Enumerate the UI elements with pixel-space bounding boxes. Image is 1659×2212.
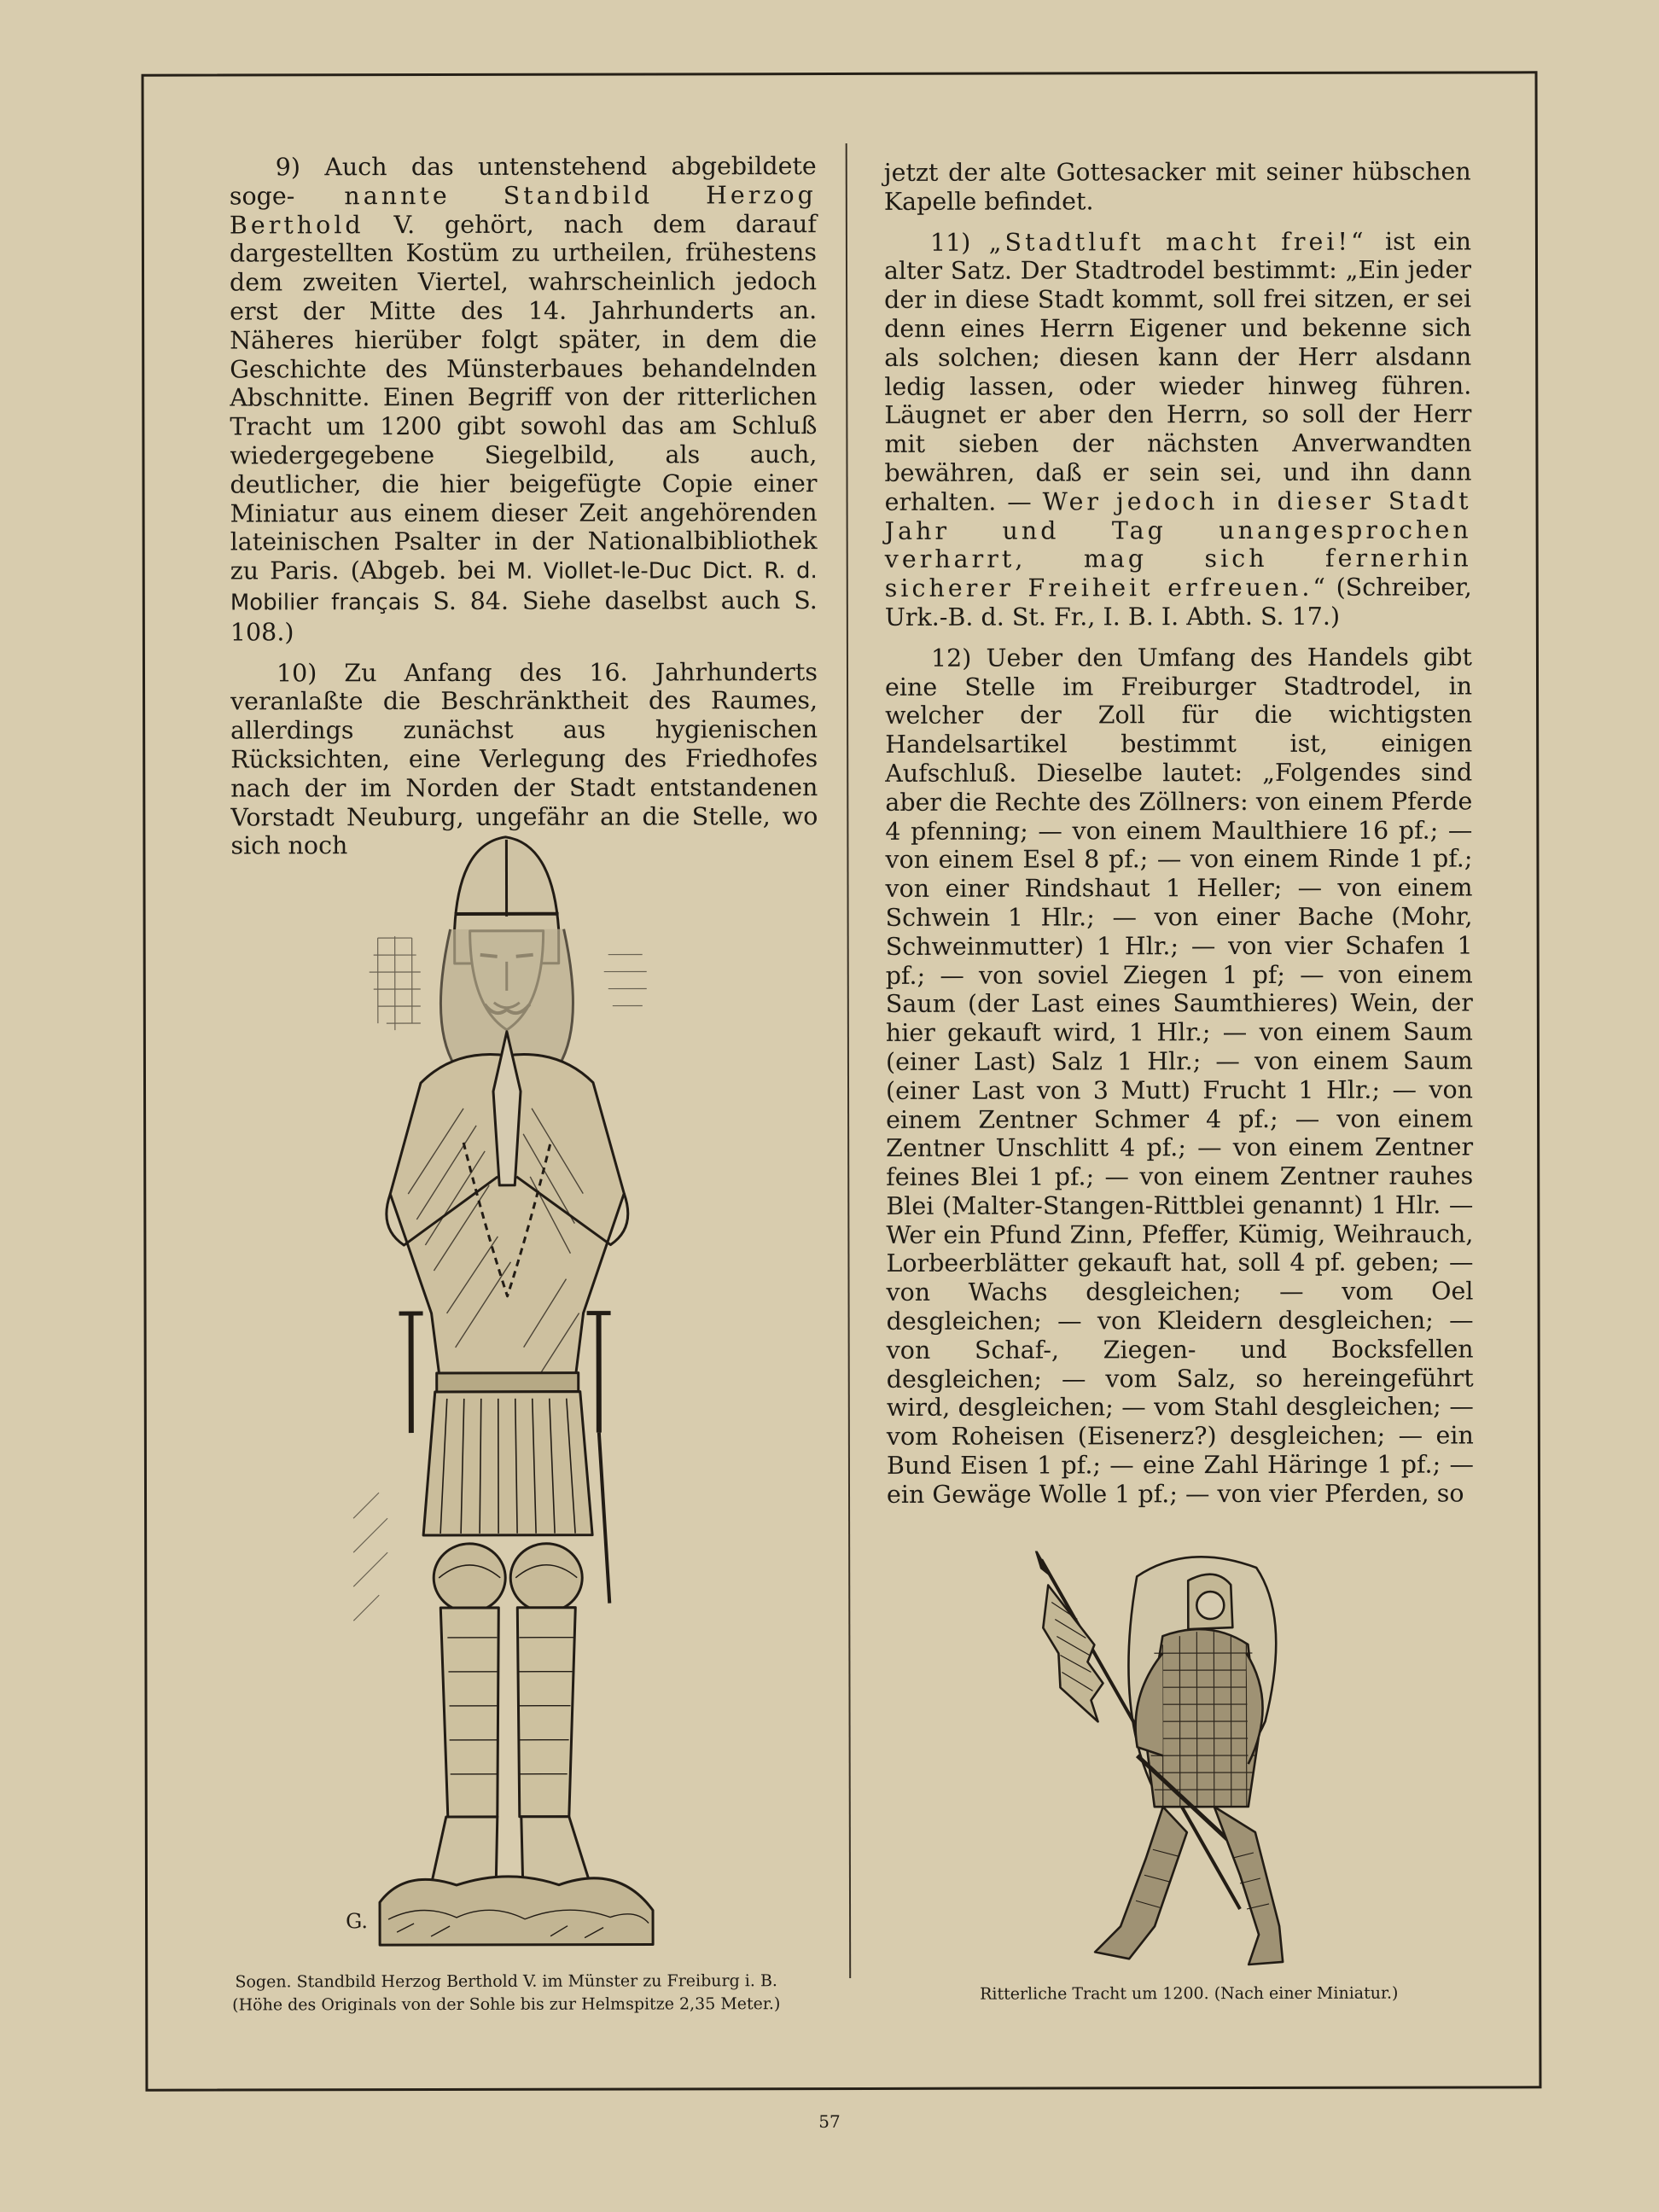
statue-monogram: G. — [346, 1909, 369, 1934]
footnote-11: 11) „Stadtluft macht frei!“ ist ein alter Satz. Der Stadtrodel bestimmt: „Ein jeder der in diese Stadt kommt, soll frei sitzen, er sei denn eines Herrn Eigener und bekenne sich als solchen; diesen kann der Herr alsdann ledig lassen, oder wieder hinweg führen. Läugnet er aber den Herrn, so soll der Herr mit sieben der nächsten Anverwandten bewähren, daß er sein sei, und ihn dann erhalten. — Wer jedoch in dieser Stadt Jahr und Tag unangesprochen verharrt, mag sich fernerhin sicherer Freiheit erfreuen.“ (Schreiber, Urk.-B. d. St. Fr., I. B. I. Abth. S. 17.) — [883, 227, 1472, 632]
footnote-10-continued: jetzt der alte Gottesacker mit seiner hübschen Kapelle befindet. — [883, 157, 1471, 216]
statue-caption — [182, 1970, 830, 2017]
berthold-statue-illustration — [326, 835, 687, 2013]
knight-miniature-illustration — [1034, 1551, 1300, 1978]
statue-caption-line-2: (Höhe des Originals von der Sohle bis zur Helmspitze 2,35 Meter.) — [232, 1994, 781, 2015]
footnote-10: 10) Zu Anfang des 16. Jahrhunderts veranlaßte die Beschränktheit des Raumes, allerdings zunächst aus hygienischen Rücksichten, eine Verlegung des Friedhofes nach der im Norden der Stadt entstandenen Vorstadt Neuburg, ungefähr an die Stelle, wo sich noch — [230, 657, 818, 860]
left-column — [230, 152, 818, 873]
footnote-9: 9) Auch das untenstehend abgebildete soge- nannte Standbild Herzog Berthold V. gehört, nach dem darauf dargestellten Kostüm zu urtheilen, frühestens dem zweiten Viertel, wahrscheinlich jedoch erst der Mitte des 14. Jahrhunderts an. Näheres hierüber folgt später, in dem die Geschichte des Münsterbaues behandelnden Abschnitte. Einen Begriff von der ritterlichen Tracht um 1200 gibt sowohl das am Schluß wiedergegebene Siegelbild, als auch, deutlicher, die hier beigefügte Copie einer Miniatur aus einem dieser Zeit angehörenden lateinischen Psalter in der Nationalbibliothek zu Paris. (Abgeb. bei M. Viollet-le-Duc Dict. R. d. Mobilier français S. 84. Siehe daselbst auch S. 108.) — [229, 152, 818, 647]
knight-caption: Ritterliche Tracht um 1200. (Nach einer Miniatur.) — [980, 1983, 1399, 2004]
latin-citation: M. Viollet-le-Duc Dict. R. d. Mobilier français — [230, 558, 818, 616]
spaced-emphasis: Wer jedoch in dieser Stadt Jahr und Tag unangesprochen verharrt, mag sich fernerhin sicherer Freiheit erfreuen. — [884, 486, 1472, 603]
right-column — [884, 157, 1474, 1521]
footnote-12: 12) Ueber den Umfang des Handels gibt eine Stelle im Freiburger Stadtrodel, in welcher der Zoll für die wichtigsten Handelsartikel bestimmt ist, einigen Aufschluß. Dieselbe lautet: „Folgendes sind aber die Rechte des Zöllners: von einem Pferde 4 pfenning; — von einem Maulthiere 16 pf.; — von einem Esel 8 pf.; — von einem Rinde 1 pf.; von einer Rindshaut 1 Heller; — von einem Schwein 1 Hlr.; — von einer Bache (Mohr, Schweinmutter) 1 Hlr.; — von vier Schafen 1 pf.; — von soviel Ziegen 1 pf; — von einem Saum (der Last eines Saumthieres) Wein, der hier gekauft wird, 1 Hlr.; — von einem Saum (einer Last) Salz 1 Hlr.; — von einem Saum (einer Last von 3 Mutt) Frucht 1 Hlr.; — von einem Zentner Schmer 4 pf.; — von einem Zentner Unschlitt 4 pf.; — von einem Zentner feines Blei 1 pf.; — von einem Zentner rauhes Blei (Malter-Stangen-Rittblei genannt) 1 Hlr. — Wer ein Pfund Zinn, Pfeffer, Kümig, Weihrauch, Lorbeerblätter gekauft hat, soll 4 pf. geben; — von Wachs desgleichen; — vom Oel desgleichen; — von Kleidern desgleichen; — von Schaf-, Ziegen- und Bocksfellen desgleichen; — vom Salz, so hereingeführt wird, desgleichen; — vom Stahl desgleichen; — vom Roheisen (Eisenerz?) desgleichen; — ein Bund Eisen 1 pf.; — eine Zahl Häringe 1 pf.; — ein Gewäge Wolle 1 pf.; — von vier Pferden, so — [884, 643, 1474, 1509]
spaced-emphasis: „Stadtluft macht frei!“ — [988, 227, 1367, 257]
page-frame — [142, 71, 1542, 2091]
column-divider — [846, 143, 852, 1978]
page-number: 57 — [818, 2111, 841, 2132]
spaced-emphasis: nannte Standbild Herzog Berthold — [229, 180, 817, 240]
statue-caption-line-1: Sogen. Standbild Herzog Berthold V. im Münster zu Freiburg i. B. — [235, 1971, 777, 1992]
